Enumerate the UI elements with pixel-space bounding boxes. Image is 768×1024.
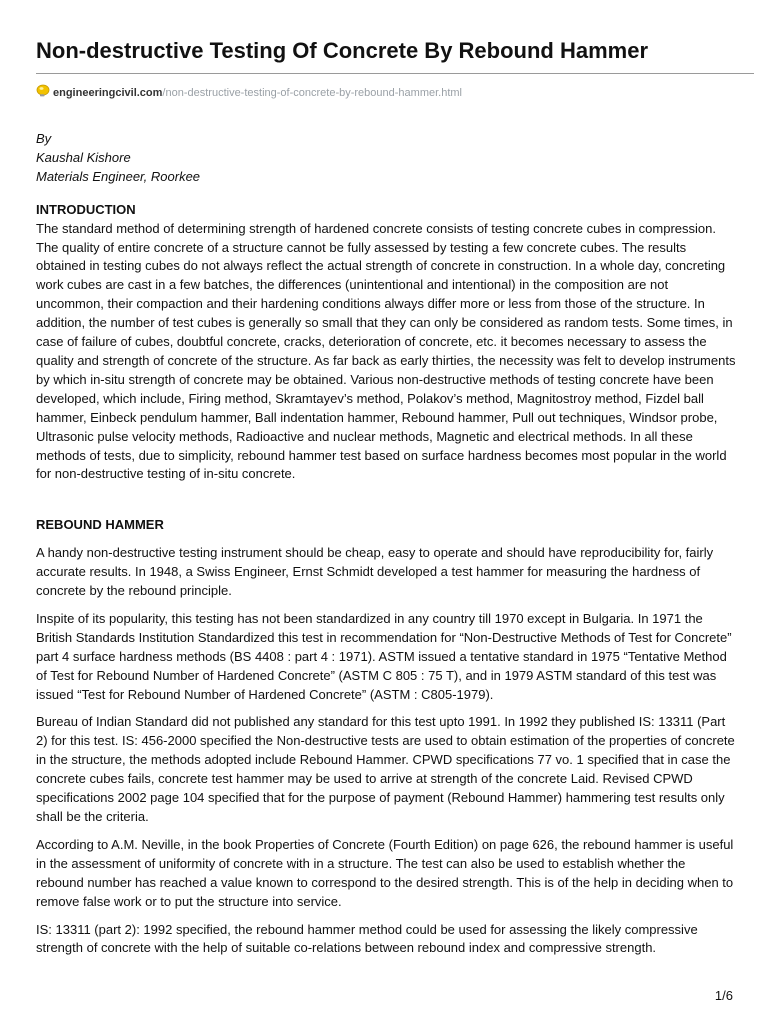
introduction-heading: INTRODUCTION	[36, 201, 136, 217]
rebound-hammer-heading: REBOUND HAMMER	[36, 517, 164, 533]
page-title: Non-destructive Testing Of Concrete By Rebound Hammer	[36, 38, 649, 63]
rebound-paragraph-3: Bureau of Indian Standard did not published any standard for this test upto 1991. In 1992 they published IS: 13311 (Part 2) for this test. IS: 456-2000 specified the Non-destructive tests are used to obtain estimation of the properties of concrete in the structure, the methods adopted include Rebound Hammer. CPWD specifications 77 vo. 1 specified that in case the concrete cubes fails, concrete test hammer may be used to arrive at strength of the concrete Laid. Revised CPWD specifications 2002 page 104 specified that for the purpose of payment (Rebound Hammer) hammering test results only shall be the criteria.	[36, 714, 735, 824]
source-line	[36, 84, 462, 100]
rebound-paragraph-5: IS: 13311 (part 2): 1992 specified, the rebound hammer method could be used for assessing the likely compressive strength of concrete with the help of suitable co-relations between rebound index and compressive strength.	[36, 921, 698, 956]
byline-author: Kaushal Kishore	[36, 149, 131, 165]
source-path-link[interactable]: /non-destructive-testing-of-concrete-by-rebound-hammer.html	[162, 87, 462, 99]
article-body	[36, 130, 736, 967]
source-domain-link[interactable]: engineeringcivil.com	[53, 87, 163, 99]
rebound-paragraph-2: Inspite of its popularity, this testing has not been standardized in any country till 1970 except in Bulgaria. In 1971 the British Standards Institution Standardized this test in recommendation for “Non-Destructive Methods of Test for Concrete” part 4 surface hardness methods (BS 4408 : part 4 : 1971). ASTM issued a tentative standard in 1975 “Tentative Method of Test for Rebound Number of Hardened Concrete” (ASTM C 805 : 75 T), and in 1979 ASTM standard of this test was issued “Test for Rebound Number of Hardened Concrete” (ASTM : C805-1979).	[36, 610, 732, 702]
byline	[36, 130, 736, 187]
title-divider	[36, 73, 754, 74]
page-number: 1/6	[714, 988, 733, 1003]
introduction-paragraph: The standard method of determining strength of hardened concrete consists of testing concrete cubes in compression. The quality of entire concrete of a structure cannot be fully assessed by testing a few concrete cubes. The results obtained in testing cubes do not always reflect the actual strength of concrete in construction. In a whole day, concreting work cubes are cast in a few batches, the differences (unintentional and intentional) in the composition are not uncommon, their compaction and their hardening conditions always differ more or less from those of the structure. In addition, the number of test cubes is generally so small that they can only be considered as random tests. Some times, in case of failure of cubes, doubtful concrete, cracks, deterioration of concrete, etc. it becomes necessary to assess the quality and strength of concrete of the structure. As far back as early thirties, the necessity was felt to develop instruments by which in-situ strength of concrete may be obtained. Various non-destructive methods of testing concrete have been developed, which include, Firing method, Skramtayev’s method, Polakov’s method, Magnitostroy method, Fizdel ball hammer, Einbeck pendulum hammer, Ball indentation hammer, Rebound hammer, Pull out techniques, Windsor probe, Ultrasonic pulse velocity methods, Radioactive and nuclear methods, Magnetic and electrical methods. In all these methods of tests, due to simplicity, rebound hammer test based on surface hardness becomes most popular in the world for non-destructive testing of in-situ concrete.	[36, 220, 736, 482]
rebound-paragraph-4: According to A.M. Neville, in the book Properties of Concrete (Fourth Edition) on page 626, the rebound hammer is useful in the assessment of uniformity of concrete with in a structure. The test can also be used to establish whether the rebound number has reached a value known to correspond to the desired strength. This is of the help in deciding when to remove false work or to put the structure into service.	[36, 836, 734, 909]
byline-by: By	[36, 131, 52, 146]
byline-affiliation: Materials Engineer, Roorkee	[36, 168, 201, 184]
lightbulb-icon	[36, 84, 50, 98]
rebound-paragraph-1: A handy non-destructive testing instrument should be cheap, easy to operate and should have reproducibility for, fairly accurate results. In 1948, a Swiss Engineer, Ernst Schmidt developed a test hammer for measuring the hardness of concrete by the rebound principle.	[36, 545, 714, 599]
